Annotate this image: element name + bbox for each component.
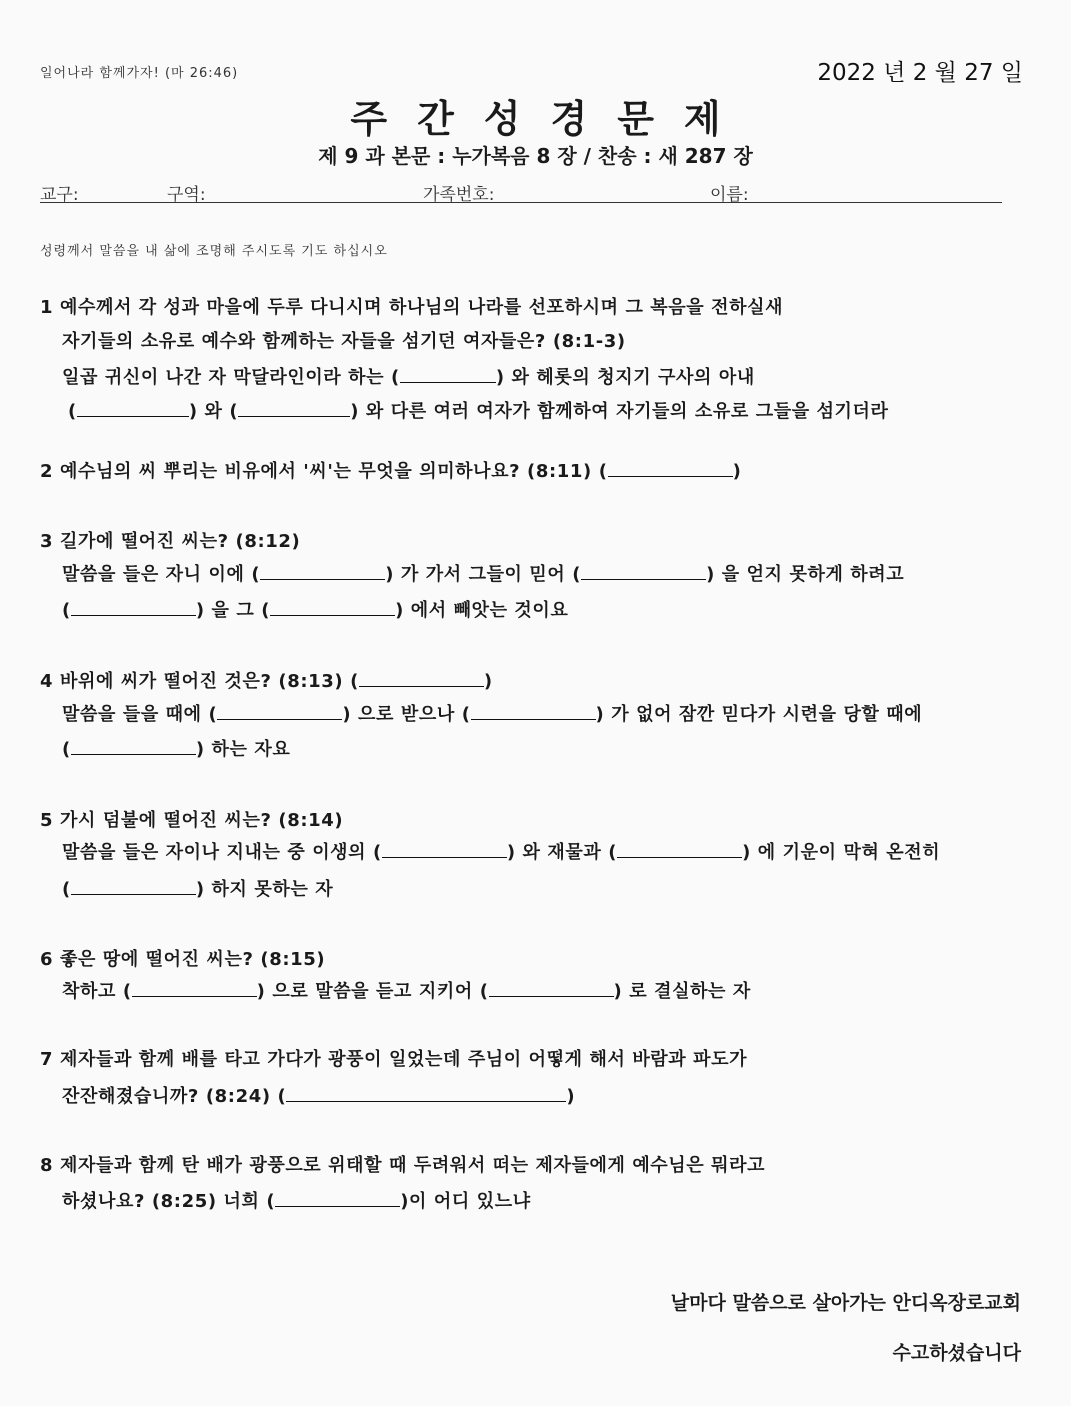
q1-line1: 1 예수께서 각 성과 마을에 두루 다니시며 하나님의 나라를 선포하시며 그 복음을 전하실새 — [40, 297, 784, 318]
q4-line2: 말씀을 들을 때에 ( ) 으로 받으나 ( ) 가 없어 잠깐 믿다가 시련을 당할 때에 — [62, 704, 923, 725]
q5-line1: 5 가시 덤불에 떨어진 씨는? (8:14) — [40, 810, 344, 831]
answer-blank[interactable] — [286, 1084, 566, 1102]
answer-blank[interactable] — [71, 877, 196, 895]
q5-line3: ( ) 하지 못하는 자 — [62, 879, 334, 900]
q8-line2: 하셨나요? (8:25) 너희 ( )이 어디 있느냐 — [62, 1191, 531, 1212]
q7-line1: 7 제자들과 함께 배를 타고 가다가 광풍이 일었는데 주님이 어떻게 해서 바람과 파도가 — [40, 1049, 748, 1070]
prayer-note: 성령께서 말씀을 내 삶에 조명해 주시도록 기도 하십시오 — [40, 244, 388, 259]
q5-line2: 말씀을 들은 자이나 지내는 중 이생의 ( ) 와 재물과 ( ) 에 기운이 막혀 온전히 — [62, 842, 941, 863]
answer-blank[interactable] — [71, 598, 196, 616]
answer-blank[interactable] — [471, 702, 596, 720]
q3-line3: ( ) 을 그 ( ) 에서 빼앗는 것이요 — [62, 600, 569, 621]
q1-line2: 자기들의 소유로 예수와 함께하는 자들을 섬기던 여자들은? (8:1-3) — [62, 331, 626, 352]
answer-blank[interactable] — [238, 399, 350, 417]
district-label: 교구: — [40, 185, 79, 205]
q7-line2: 잔잔해졌습니까? (8:24) ( ) — [62, 1086, 576, 1107]
name-label: 이름: — [710, 185, 749, 205]
answer-blank[interactable] — [270, 598, 395, 616]
q6-line2: 착하고 ( ) 으로 말씀을 듣고 지키어 ( ) 로 결실하는 자 — [62, 981, 751, 1002]
answer-blank[interactable] — [217, 702, 342, 720]
q3-line1: 3 길가에 떨어진 씨는? (8:12) — [40, 531, 301, 552]
q4-line3: ( ) 하는 자요 — [62, 739, 291, 760]
motto: 일어나라 함께가자! (마 26:46) — [40, 66, 239, 81]
answer-blank[interactable] — [71, 737, 196, 755]
q6-line1: 6 좋은 땅에 떨어진 씨는? (8:15) — [40, 949, 326, 970]
answer-blank[interactable] — [275, 1189, 400, 1207]
answer-blank[interactable] — [617, 840, 742, 858]
answer-blank[interactable] — [382, 840, 507, 858]
info-line — [40, 180, 1002, 203]
q1-line4: ( ) 와 ( ) 와 다른 여러 여자가 함께하여 자기들의 소유로 그들을 섬기더라 — [68, 401, 889, 422]
answer-blank[interactable] — [489, 979, 614, 997]
q8-line1: 8 제자들과 함께 탄 배가 광풍으로 위태할 때 두려워서 떠는 제자들에게 예수님은 뭐라고 — [40, 1155, 766, 1176]
lesson-subtitle: 제 9 과 본문 : 누가복음 8 장 / 찬송 : 새 287 장 — [318, 144, 753, 168]
page-title: 주간성경문제 — [350, 97, 751, 141]
answer-blank[interactable] — [260, 562, 385, 580]
q1-line3: 일곱 귀신이 나간 자 막달라인이라 하는 ( ) 와 헤롯의 청지기 구사의 아내 — [62, 367, 755, 388]
family-number-label: 가족번호: — [423, 185, 495, 205]
church-motto: 날마다 말씀으로 살아가는 안디옥장로교회 — [670, 1292, 1021, 1314]
answer-blank[interactable] — [132, 979, 257, 997]
answer-blank[interactable] — [77, 399, 189, 417]
answer-blank[interactable] — [400, 365, 496, 383]
q3-line2: 말씀을 들은 자니 이에 ( ) 가 가서 그들이 믿어 ( ) 을 얻지 못하게 하려고 — [62, 564, 905, 585]
q2-line1: 2 예수님의 씨 뿌리는 비유에서 '씨'는 무엇을 의미하나요? (8:11) ( ) — [40, 461, 742, 482]
section-label: 구역: — [167, 185, 206, 205]
closing-thanks: 수고하셨습니다 — [892, 1342, 1021, 1364]
answer-blank[interactable] — [581, 562, 706, 580]
answer-blank[interactable] — [359, 669, 484, 687]
date: 2022 년 2 월 27 일 — [817, 60, 1023, 86]
answer-blank[interactable] — [608, 459, 733, 477]
q4-line1: 4 바위에 씨가 떨어진 것은? (8:13) ( ) — [40, 671, 493, 692]
